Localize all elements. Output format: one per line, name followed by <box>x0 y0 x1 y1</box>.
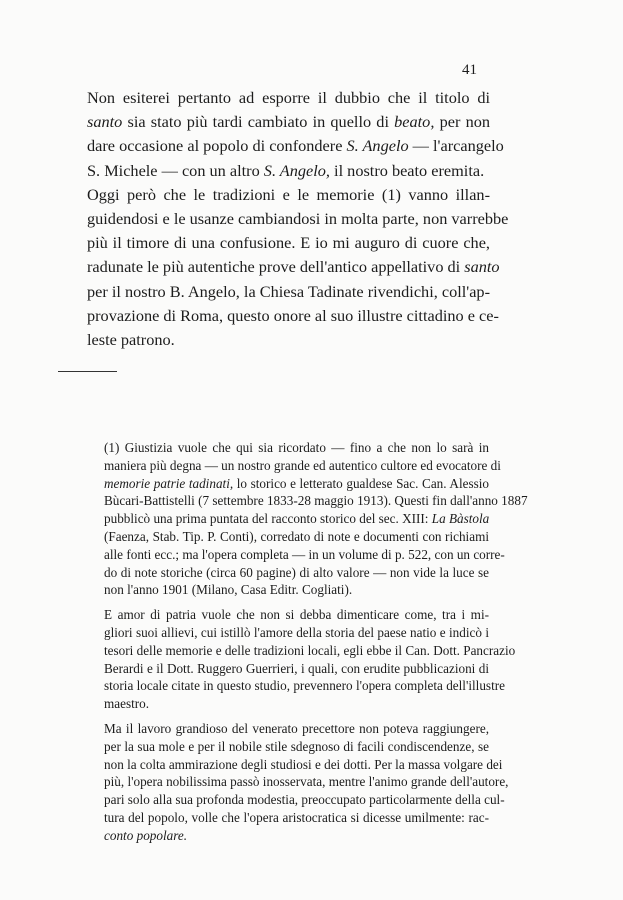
italic-text: beato, <box>394 112 435 132</box>
text-segment: — l'arcangelo <box>408 136 504 156</box>
italic-text: memorie patrie tadinati, <box>104 475 234 491</box>
text-line: (Faenza, Stab. Tip. P. Conti), corredato di note e documenti con richiami <box>104 528 489 544</box>
paragraph <box>58 86 504 183</box>
text-line: gliori suoi allievi, cui istillò l'amore della storia del paese natio e indicò i <box>104 624 489 640</box>
text-line: Bùcari-Battistelli (7 settembre 1833-28 maggio 1913). Questi fin dall'anno 1887 <box>104 493 528 509</box>
text-line: leste patrono. <box>87 330 175 350</box>
text-line: pari solo alla sua profonda modestia, preoccupato particolarmente della cul- <box>104 792 505 808</box>
text-segment: per non <box>434 112 490 132</box>
text-line: provazione di Roma, questo onore al suo illustre cittadino e ce- <box>87 305 499 325</box>
text-line: alle fonti ecc.; ma l'opera completa — in un volume di p. 522, con un corre- <box>104 546 505 562</box>
footnote-paragraph <box>82 439 528 599</box>
text-line: (1) Giustizia vuole che qui sia ricordato — fino a che non lo sarà in <box>104 440 489 455</box>
text-line <box>82 510 489 528</box>
text-line <box>58 255 500 279</box>
text-line: non la colta ammirazione degli studiosi e dei dotti. Per la massa volgare dei <box>104 756 503 772</box>
text-line: Ma il lavoro grandioso del venerato precettore non poteva raggiungere, <box>104 720 489 736</box>
text-line <box>82 827 489 845</box>
footnote-paragraph <box>82 720 509 845</box>
text-line <box>58 134 504 158</box>
text-line: do di note storiche (circa 60 pagine) di alto valore — non vide la luce se <box>104 564 489 580</box>
italic-text: conto popolare. <box>104 827 188 843</box>
text-line: più il timore di una confusione. E io mi auguro di cuore che, <box>87 233 490 253</box>
text-segment: sia stato più tardi cambiato in quello di <box>122 112 395 132</box>
footnotes <box>82 439 528 852</box>
text-line <box>58 110 490 134</box>
text-line: Oggi però che le tradizioni e le memorie (1) vanno illan- <box>87 184 490 204</box>
text-line: maniera più degna — un nostro grande ed autentico cultore ed evocatore di <box>104 457 501 473</box>
text-line: E amor di patria vuole che non si debba dimenticare come, tra i mi- <box>104 607 489 623</box>
text-line <box>82 475 489 493</box>
text-line: tesori delle memorie e delle tradizioni locali, egli ebbe il Can. Dott. Pancrazio <box>104 642 516 658</box>
text-line: per il nostro B. Angelo, la Chiesa Tadinate rivendichi, coll'ap- <box>87 281 490 301</box>
text-line: Non esiterei pertanto ad esporre il dubbio che il titolo di <box>87 88 490 107</box>
italic-text: La Bàstola <box>431 511 490 527</box>
text-line <box>58 159 490 183</box>
text-segment: il nostro beato eremita. <box>329 160 485 180</box>
text-line: tura del popolo, volle che l'opera aristocratica si dicesse umilmente: rac- <box>104 809 489 825</box>
italic-text: S. Angelo <box>346 136 409 156</box>
text-segment: S. Michele — con un altro <box>87 160 264 180</box>
text-segment: pubblicò una prima puntata del racconto storico del sec. XIII: <box>104 511 432 527</box>
page-number: 41 <box>462 62 477 78</box>
text-line: maestro. <box>104 696 150 712</box>
text-segment: radunate le più autentiche prove dell'antico appellativo di <box>87 257 465 277</box>
italic-text: S. Angelo, <box>263 160 330 180</box>
footnote-paragraph <box>82 606 516 713</box>
text-line: più, l'opera nobilissima passò inosservata, mentre l'animo grande dell'autore, <box>104 774 509 790</box>
text-segment: dare occasione al popolo di confondere <box>87 136 347 156</box>
text-line: storia locale citate in questo studio, prevennero l'opera completa dell'illustre <box>104 678 505 694</box>
italic-text: santo <box>464 257 500 277</box>
text-segment: lo storico e letterato gualdese Sac. Can. Alessio <box>233 475 489 491</box>
text-line: per la sua mole e per il nobile stile sdegnoso di facili condiscendenze, se <box>104 738 489 754</box>
footnote-divider <box>58 371 117 372</box>
italic-text: santo <box>87 112 123 132</box>
paragraph <box>58 183 509 352</box>
text-line: guidendosi e le usanze cambiandosi in molta parte, non varrebbe <box>87 209 509 229</box>
text-line: non l'anno 1901 (Milano, Casa Editr. Cogliati). <box>104 582 353 598</box>
text-line: Berardi e il Dott. Ruggero Guerrieri, i quali, con erudite pubblicazioni di <box>104 660 489 676</box>
main-text <box>58 86 509 352</box>
